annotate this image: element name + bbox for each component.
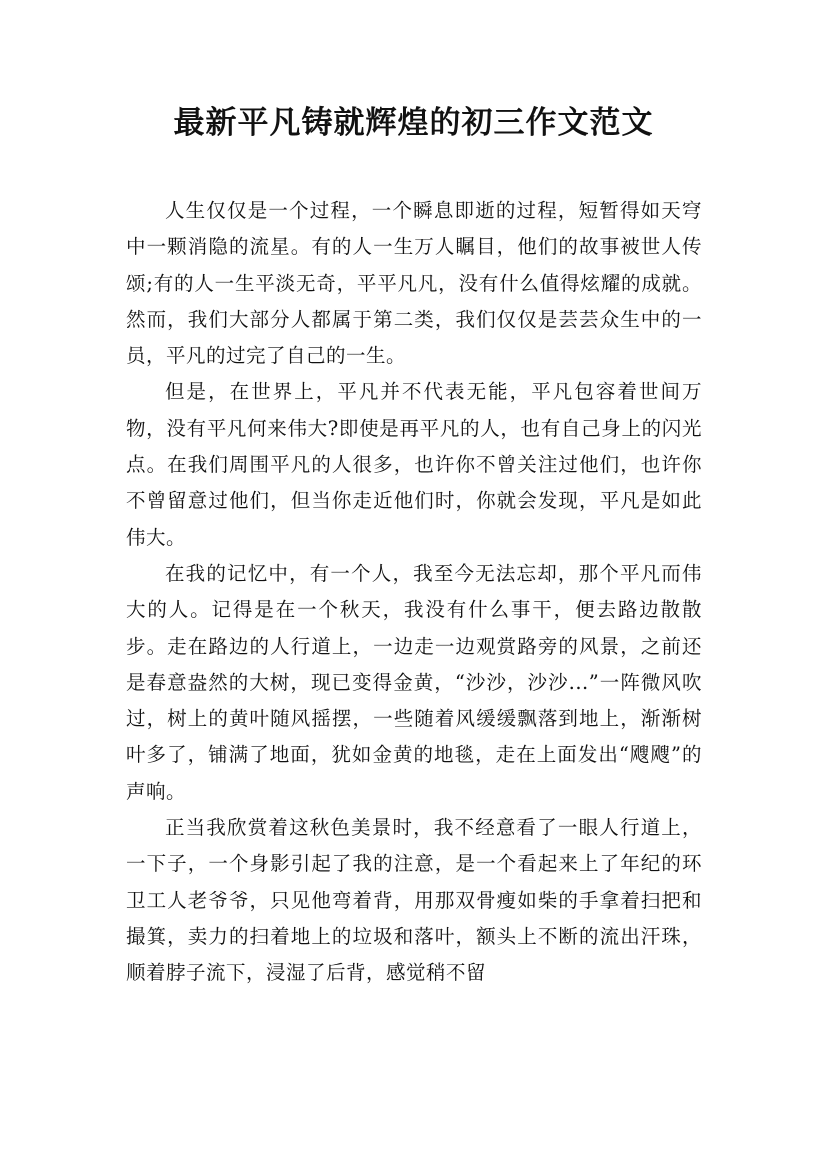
- document-body: [126, 193, 702, 992]
- document-title: 最新平凡铸就辉煌的初三作文范文: [173, 105, 654, 141]
- paragraph-4: 正当我欣赏着这秋色美景时，我不经意看了一眼人行道上，一下子，一个身影引起了我的注意，是一个看起来上了年纪的环卫工人老爷爷，只见他弯着背，用那双骨瘦如柴的手拿着扫把和撮箕，卖力的扫着地上的垃圾和落叶，额头上不断的流出汗珠，顺着脖子流下，浸湿了后背，感觉稍不留: [126, 816, 702, 985]
- paragraph-2: 但是，在世界上，平凡并不代表无能，平凡包容着世间万物，没有平凡何来伟大?即使是再平凡的人，也有自己身上的闪光点。在我们周围平凡的人很多，也许你不曾关注过他们，也许你不曾留意过他们，但当你走近他们时，你就会发现，平凡是如此伟大。: [126, 380, 702, 549]
- paragraph-3: 在我的记忆中，有一个人，我至今无法忘却，那个平凡而伟大的人。记得是在一个秋天，我没有什么事干，便去路边散散步。走在路边的人行道上，一边走一边观赏路旁的风景，之前还是春意盎然的大树，现已变得金黄，“沙沙，沙沙...”一阵微风吹过，树上的黄叶随风摇摆，一些随着风缓缓飘落到地上，渐渐树叶多了，铺满了地面，犹如金黄的地毯，走在上面发出“飕飕”的声响。: [126, 561, 702, 803]
- paragraph-1: 人生仅仅是一个过程，一个瞬息即逝的过程，短暂得如天穹中一颗消隐的流星。有的人一生万人瞩目，他们的故事被世人传颂;有的人一生平淡无奇，平平凡凡，没有什么值得炫耀的成就。然而，我们大部分人都属于第二类，我们仅仅是芸芸众生中的一员，平凡的过完了自己的一生。: [126, 199, 702, 368]
